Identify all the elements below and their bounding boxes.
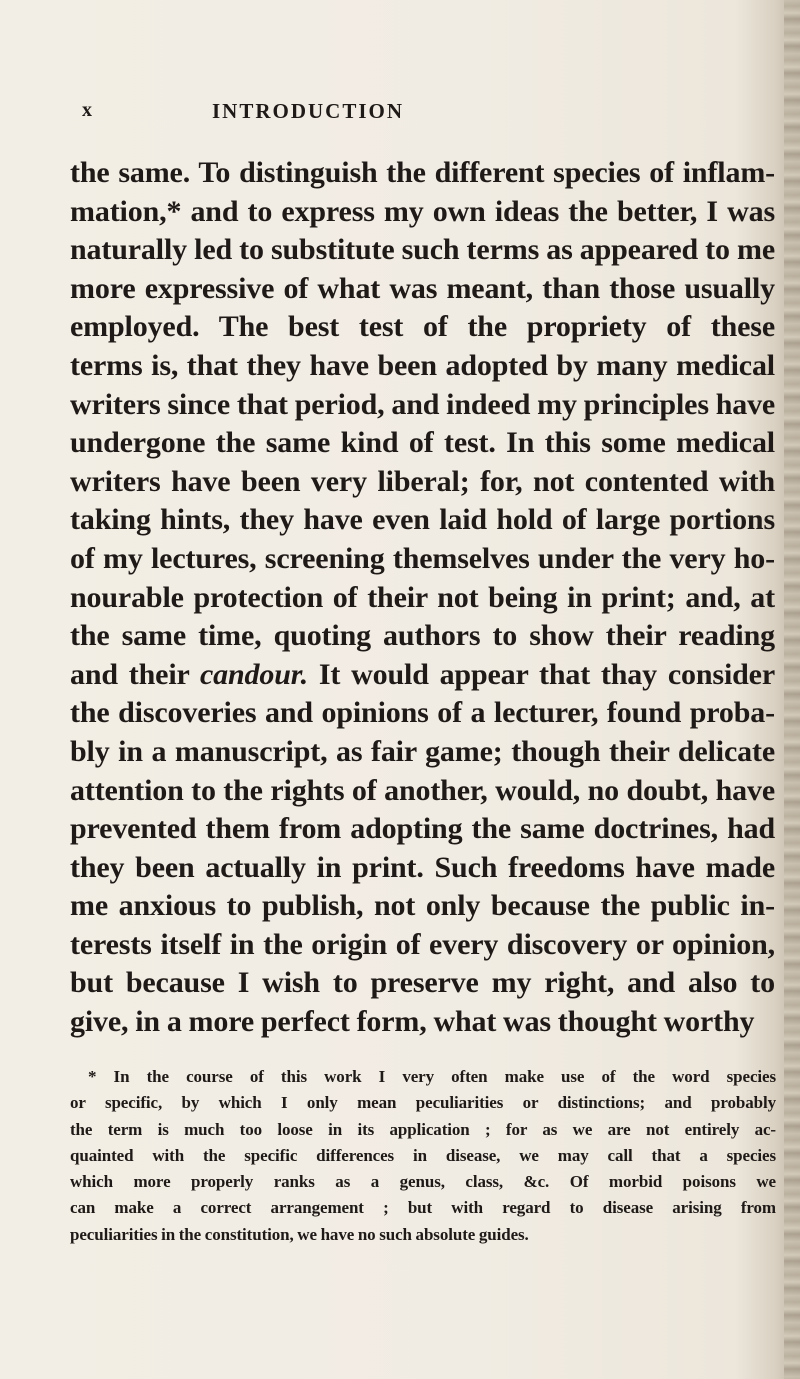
body-line: terms is, that they have been adopted by many medical <box>70 348 775 382</box>
footnote-line: which more properly ranks as a genus, class, &c. Of morbid poisons we <box>70 1172 776 1192</box>
body-line: writers since that period, and indeed my principles have <box>70 387 776 421</box>
body-line: prevented them from adopting the same doctrines, had <box>70 812 775 846</box>
body-line: the same. To distinguish the different species of inflam- <box>70 156 775 189</box>
body-line-segment: and their <box>70 657 200 691</box>
body-line: they been actually in print. Such freedoms have made <box>70 850 775 884</box>
footnote-line: the term is much too loose in its application ; for as we are not entirely ac- <box>70 1119 776 1139</box>
body-line: but because I wish to preserve my right, and also to <box>70 966 775 1000</box>
body-text <box>70 154 775 1042</box>
body-line: taking hints, they have even laid hold of large portions <box>70 503 775 537</box>
body-line: mation,* and to express my own ideas the better, I was <box>70 194 775 228</box>
body-line: employed. The best test of the propriety of these <box>70 310 775 344</box>
body-line: naturally led to substitute such terms as appeared to me <box>70 233 775 267</box>
body-line: attention to the rights of another, would, no doubt, have <box>70 773 775 807</box>
footnote-line: * In the course of this work I very often make use of the word species <box>88 1067 776 1086</box>
body-line: more expressive of what was meant, than those usually <box>70 271 775 305</box>
italic-word: candour. <box>200 657 309 691</box>
body-line: undergone the same kind of test. In this some medical <box>70 426 775 460</box>
body-line-segment: It would appear that thay consider <box>308 657 775 691</box>
body-line: bly in a manuscript, as fair game; though their delicate <box>70 734 775 768</box>
body-line: the same time, quoting authors to show their reading <box>70 619 775 653</box>
body-line: nourable protection of their not being in print; and, at <box>70 580 775 614</box>
footnote-line: can make a correct arrangement ; but with regard to disease arising from <box>70 1198 776 1218</box>
body-line: the discoveries and opinions of a lecturer, found proba- <box>70 696 775 730</box>
page-edge-shadow <box>784 0 800 1379</box>
body-line: give, in a more perfect form, what was thought worthy <box>70 1005 755 1039</box>
footnote-line: or specific, by which I only mean peculiarities or distinctions; and probably <box>70 1093 776 1113</box>
footnote <box>70 1064 776 1248</box>
body-line: of my lectures, screening themselves under the very ho- <box>70 541 775 575</box>
footnote-line: quainted with the specific differences in disease, we may call that a species <box>70 1145 776 1165</box>
running-head <box>0 99 800 129</box>
page-number: x <box>82 99 93 121</box>
footnote-line: peculiarities in the constitution, we have no such absolute guides. <box>70 1224 529 1244</box>
body-line: me anxious to publish, not only because the public in- <box>70 889 775 923</box>
body-line: terests itself in the origin of every discovery or opinion, <box>70 927 775 961</box>
body-line: writers have been very liberal; for, not contented with <box>70 464 775 498</box>
running-head-title: INTRODUCTION <box>212 99 405 123</box>
body-line-with-italic <box>70 656 775 695</box>
